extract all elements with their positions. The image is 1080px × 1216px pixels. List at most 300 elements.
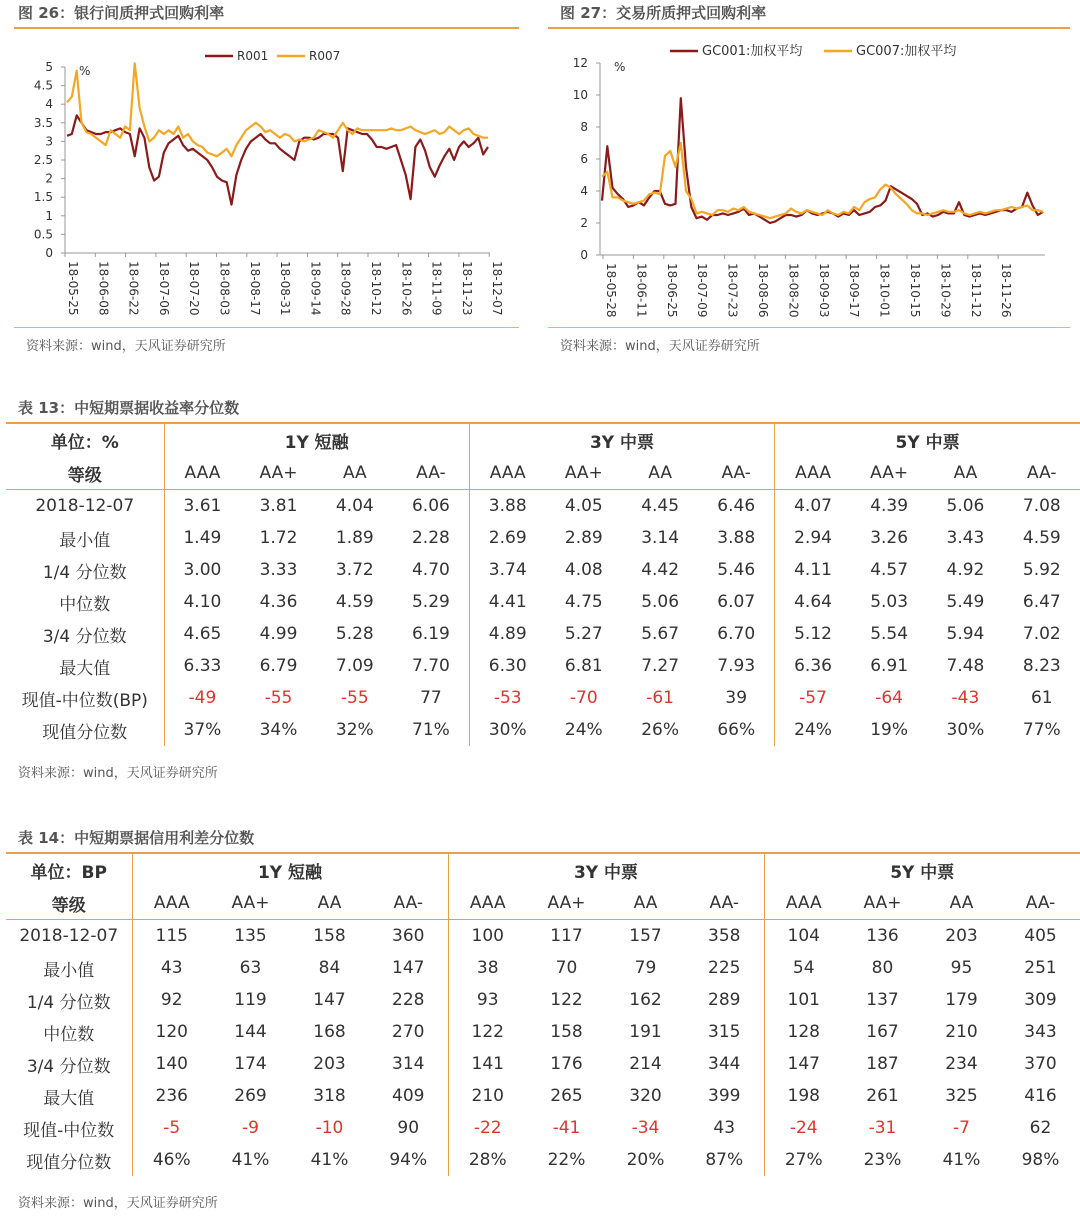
table-cell: 122 (471, 1022, 504, 1042)
series-line-gc001 (602, 98, 1043, 223)
table-cell: 100 (471, 926, 504, 946)
table-cell: 174 (234, 1054, 267, 1074)
table-header-grades (6, 457, 1080, 490)
table-row (6, 1016, 1080, 1048)
y-tick-label: 0.5 (33, 227, 53, 242)
table-cell: 7.02 (1022, 624, 1061, 644)
table-cell: 176 (550, 1054, 583, 1074)
grade-header: AA (927, 457, 1003, 490)
table-cell: 19% (870, 720, 909, 740)
table-cell: 309 (1024, 990, 1057, 1010)
table-row (6, 1112, 1080, 1144)
table-cell: 4.41 (488, 592, 527, 612)
table-cell: 4.10 (183, 592, 222, 612)
table-cell: 228 (369, 984, 448, 1016)
table-cell: 41% (310, 1150, 349, 1170)
x-tick-label: 18-08-20 (786, 263, 801, 318)
table-cell: 94% (369, 1144, 448, 1176)
table-cell: -55 (264, 688, 293, 708)
table-cell: 7.70 (393, 650, 469, 682)
y-tick-label: 8 (580, 120, 588, 134)
table-cell: 4.64 (794, 592, 832, 612)
table-cell: 92 (160, 990, 183, 1010)
row-label: 中位数 (6, 586, 164, 618)
grade-header: AA (622, 457, 698, 490)
table-cell: 6.30 (488, 656, 527, 676)
y-tick-label: 2 (580, 216, 588, 230)
grade-header: AA+ (527, 887, 606, 920)
table-cell: 5.12 (794, 624, 832, 644)
grade-header: AAA (164, 457, 240, 490)
table-cell: 26% (641, 720, 680, 740)
table-cell: -57 (799, 688, 827, 708)
table-cell: 4.89 (488, 624, 527, 644)
x-tick-label: 18-09-28 (338, 261, 353, 316)
table-cell: 325 (945, 1086, 978, 1106)
table-header-grades (6, 887, 1080, 920)
figure-26-bottom-rule (14, 327, 519, 328)
table-13-source: 资料来源：wind，天风证券研究所 (18, 766, 218, 781)
table-cell: 3.26 (870, 528, 909, 548)
table-cell: 5.28 (335, 624, 374, 644)
table-cell: -22 (473, 1118, 502, 1138)
table-cell: 4.08 (564, 560, 603, 580)
table-cell: 5.29 (393, 586, 469, 618)
table-cell: 128 (787, 1022, 820, 1042)
table-cell: 4.45 (641, 496, 680, 516)
chart-26 (0, 40, 520, 340)
table-header-groups (6, 853, 1080, 887)
row-label: 现值分位数 (6, 714, 164, 746)
x-tick-label: 18-06-22 (126, 261, 141, 316)
x-tick-label: 18-06-08 (96, 261, 111, 316)
x-tick-label: 18-10-29 (938, 263, 953, 318)
table-cell: 2.28 (393, 522, 469, 554)
table-cell: 119 (234, 990, 267, 1010)
row-label: 现值-中位数 (6, 1112, 132, 1144)
table-cell: 289 (685, 984, 764, 1016)
table-cell: 3.72 (335, 560, 374, 580)
x-tick-label: 18-12-07 (490, 261, 505, 316)
table-cell: 261 (866, 1086, 899, 1106)
table-cell: 7.93 (698, 650, 774, 682)
x-tick-label: 18-10-26 (399, 261, 414, 316)
row-label: 3/4 分位数 (6, 1048, 132, 1080)
table-cell: 3.81 (259, 496, 298, 516)
table-cell: 162 (629, 990, 662, 1010)
table-cell: -64 (875, 688, 903, 708)
table-cell: 27% (784, 1150, 823, 1170)
grade-label: 等级 (6, 887, 132, 920)
table-cell: 5.54 (870, 624, 909, 644)
table-cell: 79 (634, 958, 657, 978)
table-cell: 4.36 (259, 592, 298, 612)
table-cell: 37% (183, 720, 222, 740)
table-cell: 24% (564, 720, 603, 740)
grade-header: AA (290, 887, 369, 920)
chart-27 (545, 40, 1075, 340)
table-cell: 167 (866, 1022, 899, 1042)
table-cell: 168 (313, 1022, 346, 1042)
table-cell: 3.74 (488, 560, 527, 580)
x-tick-label: 18-08-03 (217, 261, 232, 316)
table-cell: 28% (468, 1150, 507, 1170)
table-cell: 6.91 (870, 656, 909, 676)
table-row (6, 618, 1080, 650)
table-cell: 7.09 (335, 656, 374, 676)
legend-label: GC001:加权平均 (702, 44, 803, 59)
table-cell: 22% (547, 1150, 586, 1170)
y-tick-label: 1 (45, 208, 53, 223)
table-cell: 358 (685, 920, 764, 953)
y-tick-label: 12 (572, 56, 588, 70)
y-tick-label: 4 (45, 97, 53, 112)
table-cell: 5.46 (698, 554, 774, 586)
table-cell: 87% (685, 1144, 764, 1176)
table-cell: 5.03 (870, 592, 909, 612)
x-tick-label: 18-07-06 (156, 261, 171, 316)
x-tick-label: 18-11-23 (459, 261, 474, 316)
table-cell: 95 (950, 958, 973, 978)
row-label: 2018-12-07 (6, 490, 164, 523)
table-cell: 63 (239, 958, 262, 978)
group-header: 1Y 短融 (132, 853, 448, 887)
table-cell: 147 (313, 990, 346, 1010)
table-cell: 61 (1030, 688, 1053, 708)
table-row (6, 920, 1080, 953)
table-cell: 34% (259, 720, 298, 740)
x-tick-label: 18-11-09 (429, 261, 444, 316)
table-cell: 93 (476, 990, 499, 1010)
grade-header: AAA (132, 887, 211, 920)
table-cell: 4.59 (1022, 528, 1061, 548)
table-cell: 5.27 (564, 624, 603, 644)
table-cell: 1.49 (183, 528, 222, 548)
table-cell: 120 (155, 1022, 188, 1042)
table-cell: -31 (868, 1118, 897, 1138)
x-tick-label: 18-11-12 (968, 263, 983, 318)
table-cell: 210 (471, 1086, 504, 1106)
table-cell: 32% (335, 720, 374, 740)
legend-label: GC007:加权平均 (856, 44, 957, 59)
grade-header: AA- (393, 457, 469, 490)
table-cell: -49 (188, 688, 217, 708)
table-row (6, 714, 1080, 746)
grade-header: AA- (1001, 887, 1080, 920)
grade-header: AAA (469, 457, 545, 490)
x-tick-label: 18-10-15 (908, 263, 922, 318)
x-tick-label: 18-08-06 (756, 263, 770, 318)
table-cell: 84 (318, 958, 341, 978)
table-cell: 6.70 (698, 618, 774, 650)
table-cell: 187 (866, 1054, 899, 1074)
table-cell: 5.67 (641, 624, 680, 644)
table-13 (6, 422, 1080, 746)
legend-label: R007 (309, 49, 341, 63)
table-cell: 62 (1029, 1118, 1052, 1138)
row-label: 现值分位数 (6, 1144, 132, 1176)
table-cell: 3.88 (698, 522, 774, 554)
table-row (6, 952, 1080, 984)
table-cell: 23% (863, 1150, 902, 1170)
row-label: 1/4 分位数 (6, 554, 164, 586)
table-cell: 203 (945, 926, 978, 946)
table-cell: 101 (787, 990, 820, 1010)
table-cell: 6.79 (259, 656, 298, 676)
table-cell: 370 (1024, 1054, 1057, 1074)
table-cell: 43 (160, 958, 183, 978)
table-cell: 158 (550, 1022, 583, 1042)
x-tick-label: 18-05-25 (66, 261, 80, 316)
grade-header: AA+ (851, 457, 927, 490)
table-cell: -43 (951, 688, 980, 708)
table-cell: 41% (231, 1150, 270, 1170)
figure-26-source: 资料来源：wind，天风证券研究所 (26, 339, 226, 354)
table-cell: 1.72 (259, 528, 298, 548)
table-cell: 6.33 (183, 656, 222, 676)
table-cell: 20% (626, 1150, 665, 1170)
row-label: 1/4 分位数 (6, 984, 132, 1016)
table-cell: 46% (152, 1150, 191, 1170)
table-cell: 315 (685, 1016, 764, 1048)
table-cell: -7 (953, 1118, 970, 1138)
table-cell: 80 (871, 958, 894, 978)
table-cell: 6.06 (393, 490, 469, 523)
table-cell: 2.94 (794, 528, 832, 548)
grade-header: AA- (369, 887, 448, 920)
table-cell: 269 (234, 1086, 267, 1106)
table-cell: 3.43 (946, 528, 985, 548)
table-cell: 214 (629, 1054, 662, 1074)
table-cell: 104 (787, 926, 820, 946)
table-cell: 4.04 (335, 496, 374, 516)
table-cell: 4.07 (794, 496, 832, 516)
table-cell: 43 (685, 1112, 764, 1144)
table-cell: 4.70 (393, 554, 469, 586)
table-cell: -55 (340, 688, 369, 708)
table-cell: 3.61 (183, 496, 222, 516)
table-13-title: 表 13：中短期票据收益率分位数 (18, 399, 240, 417)
table-cell: 5.94 (946, 624, 985, 644)
table-row (6, 554, 1080, 586)
y-tick-label: 10 (572, 88, 588, 102)
grade-header: AA (317, 457, 393, 490)
table-cell: -41 (552, 1118, 581, 1138)
row-label: 中位数 (6, 1016, 132, 1048)
table-cell: 4.92 (946, 560, 985, 580)
x-tick-label: 18-07-23 (725, 263, 740, 318)
group-header: 5Y 中票 (775, 423, 1080, 457)
group-header: 1Y 短融 (164, 423, 469, 457)
table-cell: 4.75 (564, 592, 603, 612)
row-label: 最小值 (6, 522, 164, 554)
table-row (6, 522, 1080, 554)
row-label: 最大值 (6, 1080, 132, 1112)
table-cell: 6.36 (794, 656, 832, 676)
table-cell: 4.11 (794, 560, 832, 580)
table-cell: 117 (550, 926, 583, 946)
table-cell: 344 (685, 1048, 764, 1080)
table-cell: 179 (945, 990, 978, 1010)
group-header: 5Y 中票 (764, 853, 1080, 887)
table-cell: 38 (476, 958, 499, 978)
table-cell: -9 (242, 1118, 259, 1138)
unit-label: 单位：BP (6, 853, 132, 887)
table-cell: 234 (945, 1054, 978, 1074)
table-row (6, 1048, 1080, 1080)
table-cell: 135 (234, 926, 267, 946)
x-tick-label: 18-10-12 (369, 261, 383, 316)
table-cell: 30% (488, 720, 527, 740)
table-cell: 8.23 (1022, 656, 1061, 676)
x-tick-label: 18-05-28 (604, 263, 618, 318)
table-cell: 3.00 (183, 560, 222, 580)
table-cell: 66% (698, 714, 774, 746)
table-cell: 343 (1024, 1022, 1057, 1042)
y-tick-label: 5 (45, 60, 53, 74)
group-header: 3Y 中票 (469, 423, 774, 457)
table-cell: 4.57 (870, 560, 909, 580)
grade-header: AA (606, 887, 685, 920)
x-tick-label: 18-08-17 (247, 261, 262, 316)
table-cell: 4.99 (259, 624, 298, 644)
y-tick-label: 0 (45, 246, 53, 260)
table-cell: 6.47 (1022, 592, 1061, 612)
table-cell: 191 (629, 1022, 662, 1042)
row-label: 3/4 分位数 (6, 618, 164, 650)
table-cell: 4.65 (183, 624, 222, 644)
table-cell: 320 (629, 1086, 662, 1106)
table-cell: 115 (155, 926, 188, 946)
table-cell: 236 (155, 1086, 188, 1106)
series-line-gc007 (602, 143, 1043, 218)
y-tick-label: 3 (45, 134, 53, 149)
legend-label: R001 (237, 49, 269, 63)
table-cell: 30% (946, 720, 985, 740)
grade-header: AAA (764, 887, 843, 920)
table-row (6, 1080, 1080, 1112)
row-label: 最小值 (6, 952, 132, 984)
table-cell: 147 (787, 1054, 820, 1074)
table-cell: 7.27 (641, 656, 680, 676)
grade-header: AA- (698, 457, 774, 490)
table-cell: 140 (155, 1054, 188, 1074)
y-unit-label: % (614, 60, 626, 74)
table-cell: 90 (369, 1112, 448, 1144)
x-tick-label: 18-07-20 (187, 261, 202, 316)
y-unit-label: % (79, 64, 91, 78)
y-tick-label: 3.5 (33, 115, 53, 130)
grade-header: AA+ (211, 887, 290, 920)
row-label: 最大值 (6, 650, 164, 682)
group-header: 3Y 中票 (448, 853, 764, 887)
x-tick-label: 18-11-26 (999, 263, 1014, 318)
grade-header: AA+ (546, 457, 622, 490)
table-cell: 144 (234, 1022, 267, 1042)
x-tick-label: 18-06-25 (664, 263, 679, 318)
table-cell: -61 (646, 688, 675, 708)
table-cell: 225 (685, 952, 764, 984)
table-cell: 122 (550, 990, 583, 1010)
table-cell: 3.33 (259, 560, 298, 580)
table-cell: 24% (794, 720, 832, 740)
y-tick-label: 1.5 (33, 190, 53, 205)
table-cell: -53 (493, 688, 522, 708)
table-cell: 265 (550, 1086, 583, 1106)
table-row (6, 490, 1080, 523)
table-cell: 251 (1024, 958, 1057, 978)
table-cell: 318 (313, 1086, 346, 1106)
table-cell: 405 (1024, 926, 1057, 946)
table-cell: 409 (369, 1080, 448, 1112)
table-cell: 6.46 (698, 490, 774, 523)
figure-27-top-rule (548, 27, 1070, 29)
x-tick-label: 18-10-01 (877, 263, 892, 318)
grade-header: AAA (775, 457, 851, 490)
table-cell: 3.14 (641, 528, 680, 548)
y-tick-label: 2 (45, 171, 53, 186)
grade-header: AAA (448, 887, 527, 920)
table-cell: -70 (569, 688, 598, 708)
table-cell: 141 (471, 1054, 504, 1074)
series-line-r007 (67, 63, 488, 156)
table-cell: 7.48 (946, 656, 985, 676)
x-tick-label: 18-08-31 (278, 261, 293, 316)
y-tick-label: 4.5 (33, 78, 53, 93)
table-cell: 4.42 (641, 560, 680, 580)
table-cell: 210 (945, 1022, 978, 1042)
y-tick-label: 4 (580, 184, 588, 198)
figure-27-source: 资料来源：wind，天风证券研究所 (560, 339, 760, 354)
grade-header: AA- (1004, 457, 1080, 490)
table-cell: 147 (369, 952, 448, 984)
table-cell: -5 (163, 1118, 181, 1138)
table-header-groups (6, 423, 1080, 457)
table-cell: 39 (698, 682, 774, 714)
table-cell: 4.39 (870, 496, 909, 516)
table-cell: 7.08 (1022, 496, 1061, 516)
figure-27-title: 图 27：交易所质押式回购利率 (560, 4, 767, 22)
table-cell: 5.92 (1022, 560, 1061, 580)
table-cell: 136 (866, 926, 899, 946)
figure-26-title: 图 26：银行间质押式回购利率 (18, 4, 225, 22)
table-cell: 399 (685, 1080, 764, 1112)
x-tick-label: 18-09-14 (308, 261, 323, 316)
table-row (6, 1144, 1080, 1176)
table-cell: 6.19 (393, 618, 469, 650)
table-cell: 5.49 (946, 592, 985, 612)
table-cell: 54 (792, 958, 815, 978)
grade-header: AA+ (240, 457, 316, 490)
table-row (6, 650, 1080, 682)
table-row (6, 984, 1080, 1016)
table-cell: 270 (369, 1016, 448, 1048)
table-cell: 77% (1022, 720, 1061, 740)
grade-label: 等级 (6, 457, 164, 490)
grade-header: AA+ (843, 887, 922, 920)
table-cell: 137 (866, 990, 899, 1010)
table-cell: 6.81 (564, 656, 603, 676)
table-row (6, 682, 1080, 714)
table-cell: 198 (787, 1086, 820, 1106)
table-cell: -34 (631, 1118, 660, 1138)
table-cell: 158 (313, 926, 346, 946)
table-14-source: 资料来源：wind，天风证券研究所 (18, 1196, 218, 1211)
x-tick-label: 18-06-11 (634, 263, 649, 318)
table-cell: 98% (1021, 1150, 1060, 1170)
figure-27-bottom-rule (548, 327, 1070, 328)
table-cell: -24 (789, 1118, 818, 1138)
